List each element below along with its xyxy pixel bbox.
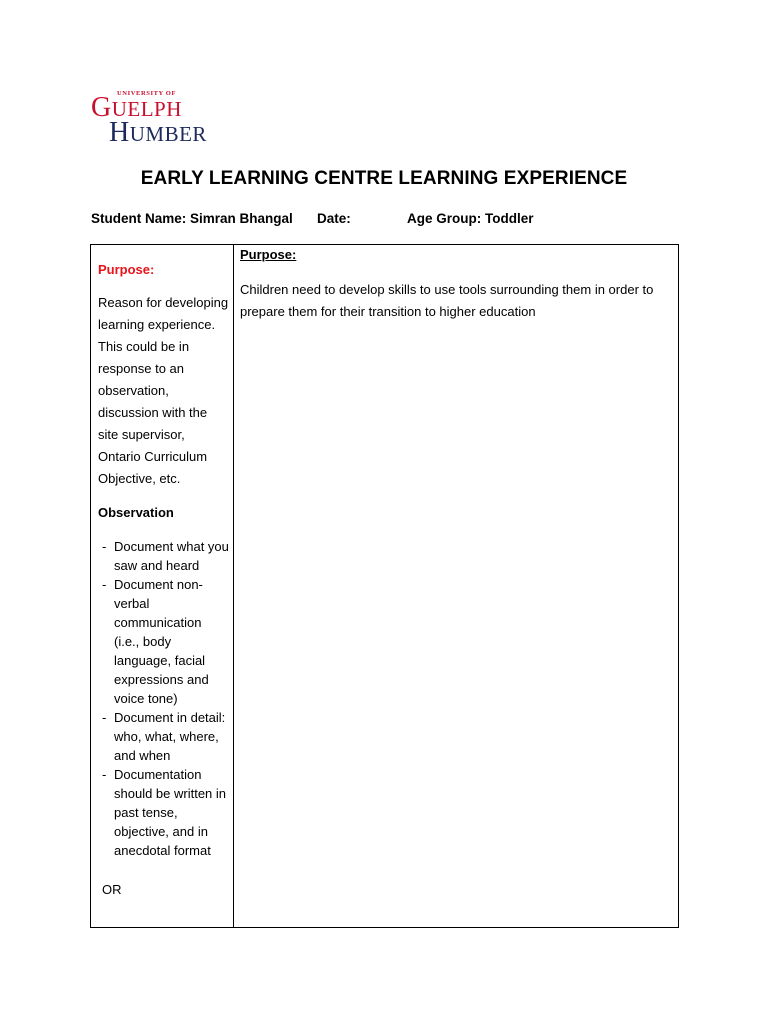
observation-list (100, 537, 230, 860)
date-field: Date: (317, 211, 351, 226)
logo-guelph: GUELPH (91, 92, 182, 123)
student-name: Student Name: Simran Bhangal (91, 211, 293, 226)
column-divider (233, 245, 234, 927)
university-logo (91, 90, 231, 150)
document-title: EARLY LEARNING CENTRE LEARNING EXPERIENCE (140, 168, 628, 189)
logo-humber: HUMBER (109, 117, 207, 148)
or-text: OR (102, 882, 122, 897)
left-purpose-label: Purpose: (98, 262, 155, 277)
list-item: - Document in detail: who, what, where, and when (100, 708, 230, 765)
logo-university-of: UNIVERSITY OF (117, 90, 177, 97)
purpose-text: Children need to develop skills to use tools surrounding them in order to prepare them for their transition to higher education (240, 282, 654, 319)
learning-experience-table (90, 244, 679, 928)
list-item: - Document non-verbal communication (i.e., body language, facial expressions and voice tone) (100, 575, 230, 708)
age-group: Age Group: Toddler (407, 211, 534, 226)
purpose-description: Reason for developing learning experience. This could be in response to an observation, discussion with the site supervisor, Ontario Curriculum Objective, etc. (98, 295, 229, 486)
right-purpose-label: Purpose: (240, 247, 297, 262)
list-item: - Document what you saw and heard (100, 537, 230, 575)
observation-label: Observation (98, 505, 174, 520)
list-item: - Documentation should be written in past tense, objective, and in anecdotal format (100, 765, 230, 860)
